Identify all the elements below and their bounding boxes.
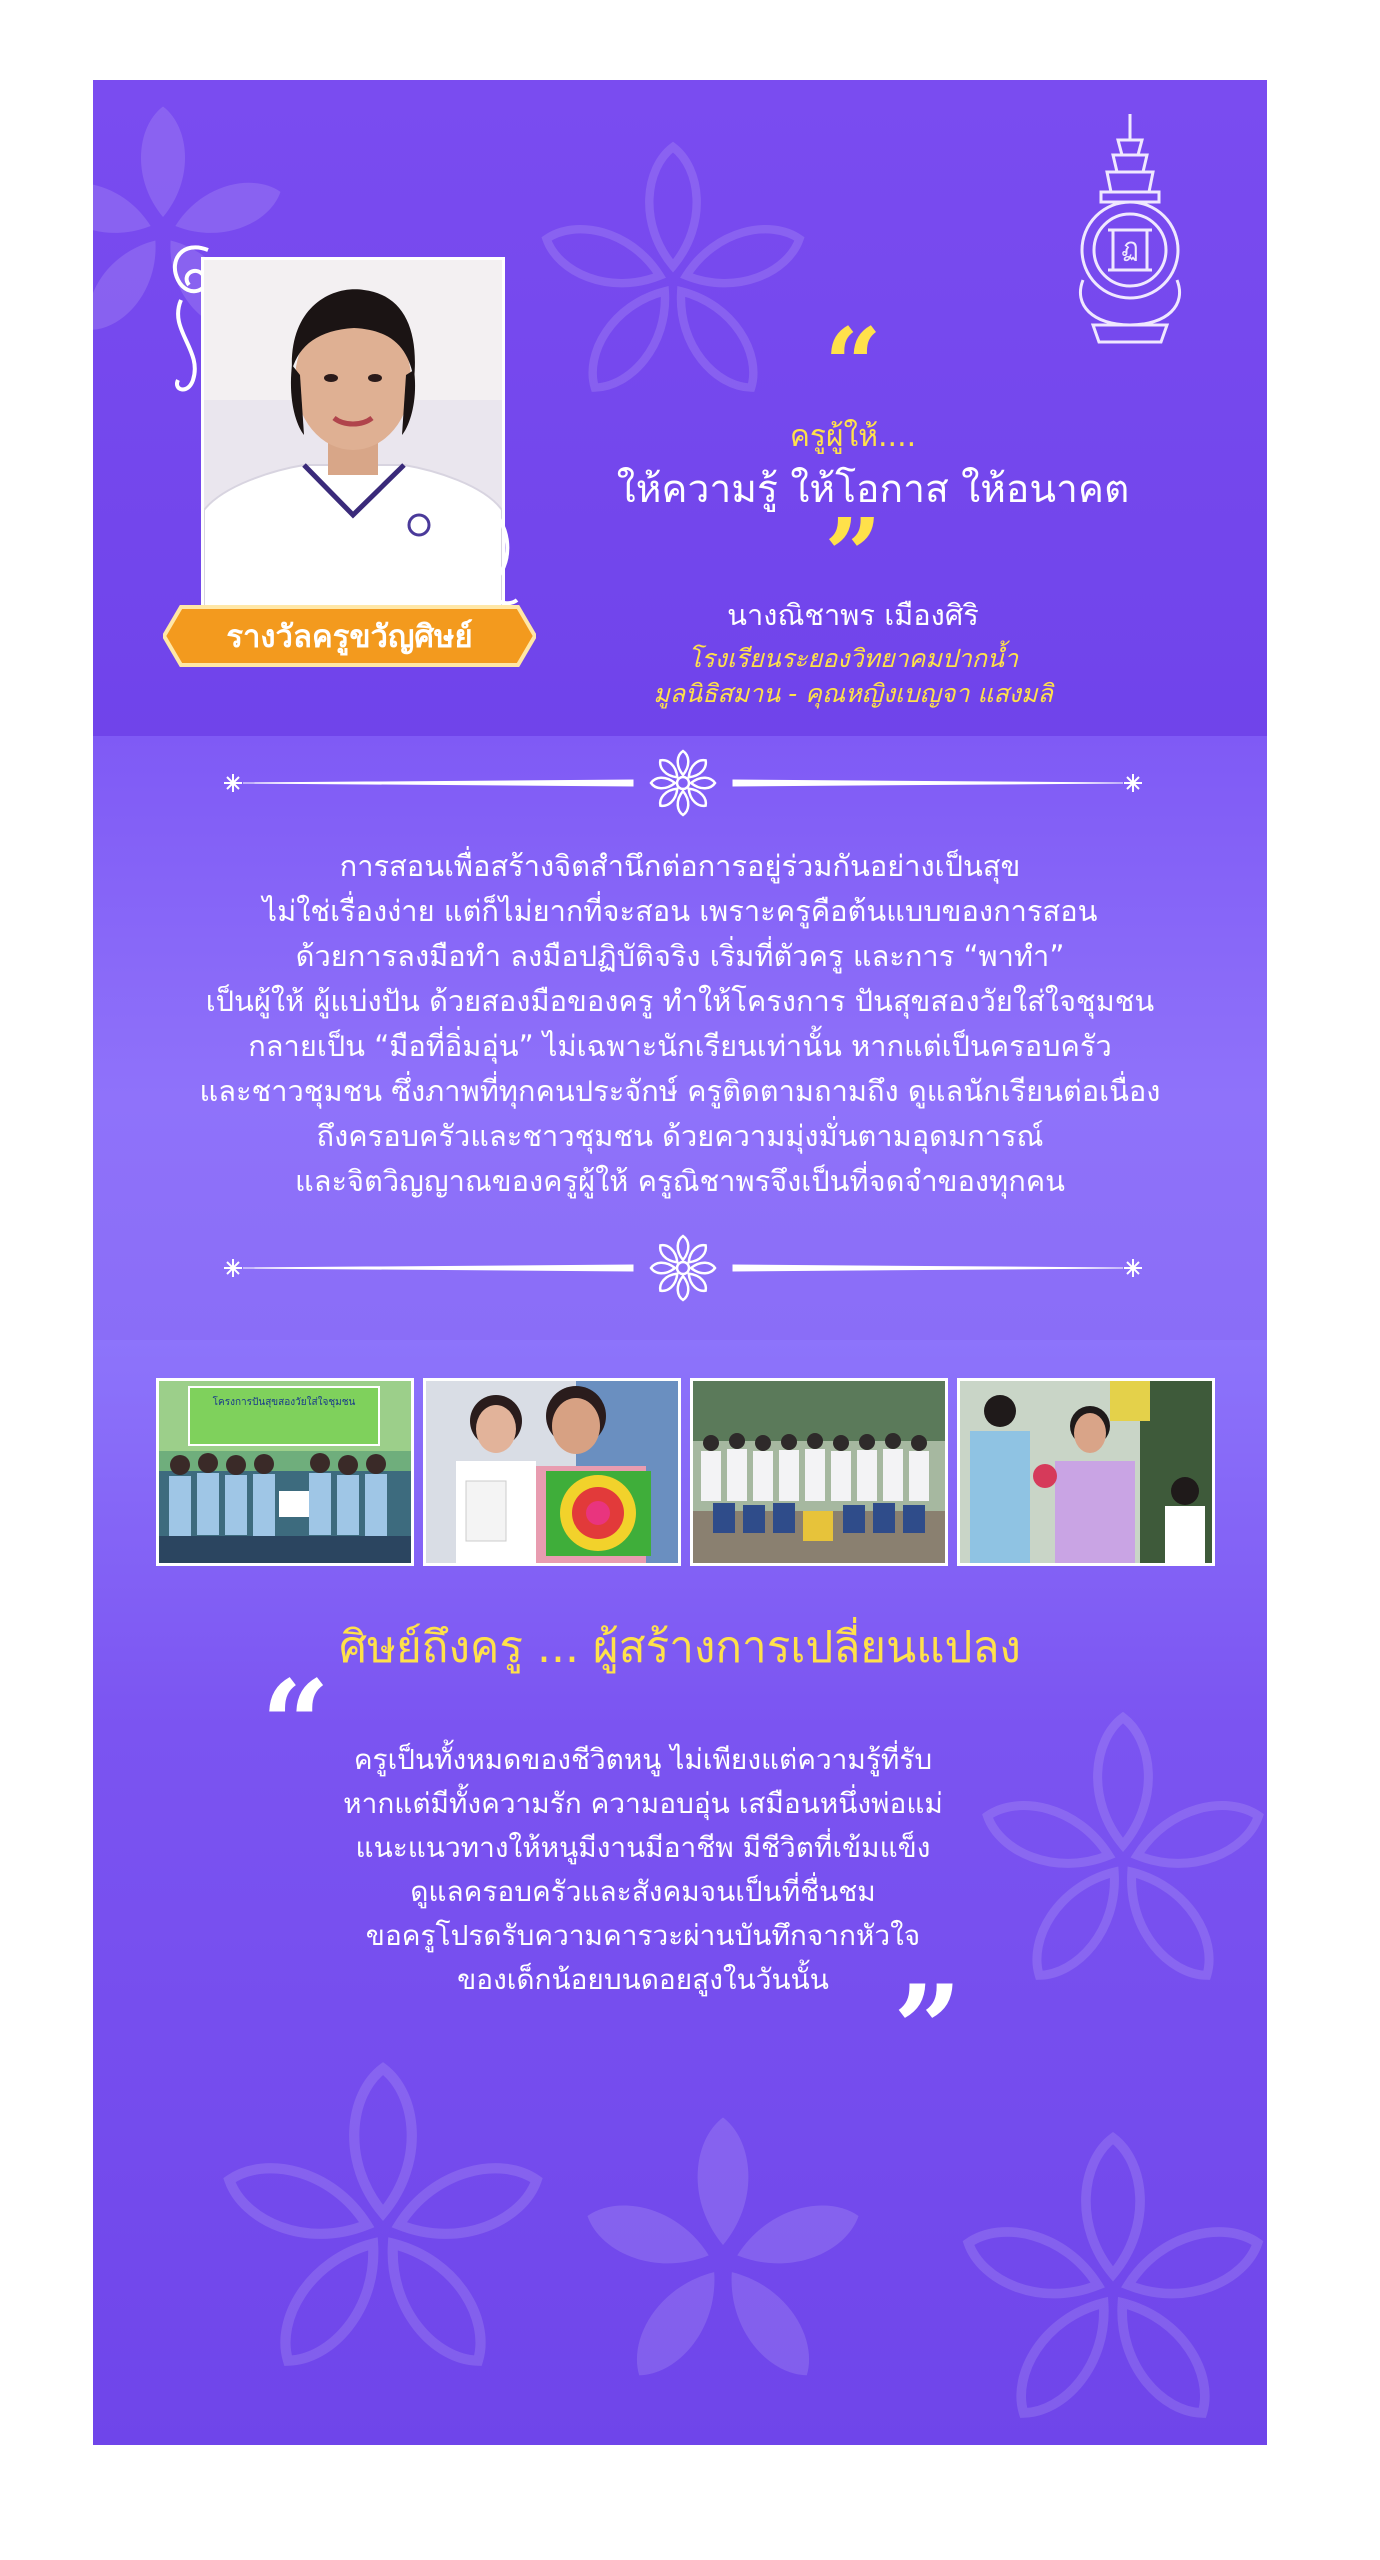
flower-pattern-icon (953, 2130, 1267, 2445)
group-students-banner-photo-icon (159, 1381, 411, 1563)
activity-photo-3 (690, 1378, 948, 1566)
story-line: กลายเป็น “มือที่อิ่มอุ่น” ไม่เฉพาะนักเรียนเท่านั้น หากแต่เป็นครอบครัว (248, 1029, 1112, 1063)
award-ribbon (163, 603, 536, 669)
story-line: และชาวชุมชน ซึ่งภาพที่ทุกคนประจักษ์ ครูติดตามถามถึง ดูแลนักเรียนต่อเนื่อง (199, 1074, 1161, 1108)
story-line: ไม่ใช่เรื่องง่าย แต่ก็ไม่ยากที่จะสอน เพราะครูคือต้นแบบของการสอน (262, 894, 1098, 928)
poster (93, 80, 1267, 2445)
ornament-divider-top (223, 748, 1143, 818)
student-heading: ศิษย์ถึงครู ... ผู้สร้างการเปลี่ยนแปลง (339, 1622, 1021, 1673)
teacher-portrait-icon (204, 260, 502, 609)
activity-photo-2 (423, 1378, 681, 1566)
flower-pattern-icon (533, 140, 813, 420)
photo-frame-ornament-icon (465, 500, 525, 620)
ornament-divider-bottom (223, 1233, 1143, 1303)
story-line: การสอนเพื่อสร้างจิตสำนึกต่อการอยู่ร่วมกันอย่างเป็นสุข (339, 849, 1021, 883)
motto-close-quote: ” (824, 496, 882, 614)
story-line: ด้วยการลงมือทำ ลงมือปฏิบัติจริง เริ่มที่ตัวครู และการ “พาทำ” (295, 939, 1065, 973)
student-close-quote: ” (893, 1959, 963, 2100)
student-quote-line: หากแต่มีทั้งความรัก ความอบอุ่น เสมือนหนึ่งพ่อแม่ (343, 1787, 943, 1820)
activity-photo-4 (957, 1378, 1215, 1566)
flower-pattern-icon (573, 2110, 873, 2410)
motto-line-1: ครูผู้ให้.... (789, 419, 917, 454)
group-photo-outdoor-icon (693, 1381, 945, 1563)
student-open-quote: “ (261, 1654, 331, 1795)
student-quote-line: แนะแนวทางให้หนูมีงานมีอาชีพ มีชีวิตที่เข้มแข็ง (355, 1831, 931, 1864)
flower-greeting-photo-icon (960, 1381, 1212, 1563)
teacher-name: นางณิชาพร เมืองศิริ (727, 598, 979, 632)
student-quote-line: ของเด็กน้อยบนดอยสูงในวันนั้น (457, 1963, 829, 1996)
award-label: รางวัลครูขวัญศิษย์ (226, 619, 473, 655)
student-quote-line: ครูเป็นทั้งหมดของชีวิตหนู ไม่เพียงแต่ความรู้ที่รับ (353, 1743, 933, 1776)
tie-dye-photo-icon (426, 1381, 678, 1563)
flower-pattern-icon (213, 2060, 553, 2400)
photo1-banner-text: โครงการปันสุขสองวัยใส่ใจชุมชน (212, 1397, 356, 1408)
foundation-name: มูลนิธิสมาน - คุณหญิงเบญจา แสงมลิ (653, 679, 1053, 708)
student-quote-line: ขอครูโปรดรับความคารวะผ่านบันทึกจากหัวใจ (365, 1919, 921, 1952)
svg-text:ฏ: ฏ (1121, 233, 1139, 262)
story-line: เป็นผู้ให้ ผู้แบ่งปัน ด้วยสองมือของครู ทำให้โครงการ ปันสุขสองวัยใส่ใจชุมชน (205, 984, 1155, 1018)
story-line: ถึงครอบครัวและชาวชุมชน ด้วยความมุ่งมั่นตามอุดมการณ์ (316, 1119, 1044, 1153)
school-name: โรงเรียนระยองวิทยาคมปากน้ำ (687, 644, 1019, 673)
motto-line-2: ให้ความรู้ ให้โอกาส ให้อนาคต (616, 467, 1130, 512)
activity-photo-1 (156, 1378, 414, 1566)
motto-open-quote: “ (824, 306, 882, 424)
teacher-photo (201, 257, 505, 612)
flower-pattern-icon (973, 1710, 1267, 2010)
royal-emblem-icon (1063, 110, 1198, 360)
story-line: และจิตวิญญาณของครูผู้ให้ ครูณิชาพรจึงเป็นที่จดจำของทุกคน (295, 1164, 1065, 1198)
student-quote-line: ดูแลครอบครัวและสังคมจนเป็นที่ชื่นชม (410, 1875, 876, 1908)
